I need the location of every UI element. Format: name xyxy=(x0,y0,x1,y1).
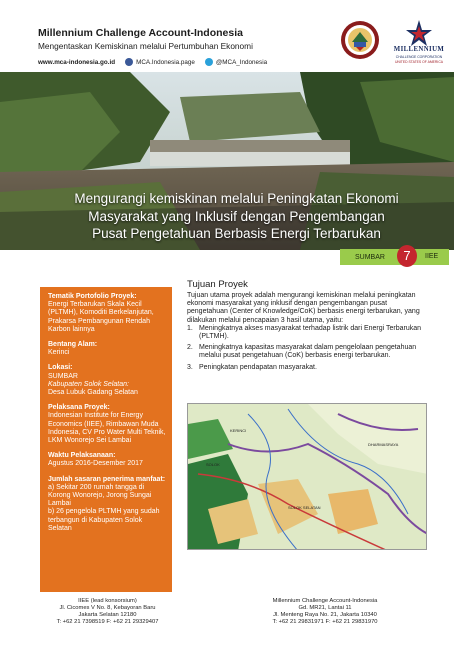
facebook-icon xyxy=(125,58,133,66)
contact-bar xyxy=(38,58,267,66)
tematik-value: Energi Terbarukan Skala Kecil (PLTMH), Komoditi Berkelanjutan, Prakarsa Pembangunan Rendah Karbon lainnya xyxy=(48,301,154,333)
headline xyxy=(24,190,449,243)
headline-line-2: Masyarakat yang Inklusif dengan Pengembangan xyxy=(88,208,385,224)
jumlah-block xyxy=(48,476,166,533)
badge-org: IIEE xyxy=(425,253,439,260)
tujuan-item xyxy=(187,364,427,372)
tujuan-item-text: Peningkatan pendapatan masyarakat. xyxy=(199,363,317,371)
footer-left-line-1: IIEE (lead konsorsium) xyxy=(78,598,137,604)
government-seal-logo xyxy=(340,20,380,60)
lokasi-kabupaten: Kabupaten Solok Selatan: xyxy=(48,380,129,388)
jumlah-a: a) Sekitar 200 rumah tangga di Korong Wonorejo, Jorong Sungai Lambai xyxy=(48,483,152,508)
tujuan-title: Tujuan Proyek xyxy=(187,279,248,290)
website-text: www.mca-indonesia.go.id xyxy=(38,58,116,66)
waktu-block xyxy=(48,452,166,468)
lokasi-label: Lokasi: xyxy=(48,364,73,372)
twitter-icon xyxy=(205,58,213,66)
map-label-kerinci: KERINCI xyxy=(230,428,247,433)
org-title: Millennium Challenge Account-Indonesia xyxy=(38,27,243,39)
footer-right-line-3: Jl. Menteng Raya No. 21, Jakarta 10340 xyxy=(273,612,377,618)
website-link[interactable] xyxy=(38,59,115,66)
map-label-dharmasraya: DHARMASRAYA xyxy=(368,442,399,447)
project-location-map xyxy=(187,403,427,550)
lokasi-desa: Desa Lubuk Gadang Selatan xyxy=(48,389,138,397)
tematik-block xyxy=(48,293,166,334)
region-map xyxy=(188,404,427,550)
header xyxy=(0,0,454,72)
tujuan-item xyxy=(187,325,427,341)
footer-iiee-contact xyxy=(40,598,175,626)
bentang-label: Bentang Alam: xyxy=(48,341,98,349)
facebook-link[interactable] xyxy=(125,58,195,66)
footer-left-line-2: Jl. Cicomes V No. 8, Kebayoran Baru xyxy=(59,605,156,611)
footer-left-line-3: Jakarta Selatan 12180 xyxy=(78,612,137,618)
tematik-label: Tematik Portofolio Proyek: xyxy=(48,293,137,300)
mcc-line2: CHALLENGE CORPORATION xyxy=(395,55,443,59)
project-info-sidebar xyxy=(40,287,172,592)
tujuan-intro: Tujuan utama proyek adalah mengurangi kemiskinan melalui peningkatan ekonomi masyarakat yang inklusif dengan pengembangan pusat pengetahuan (Center of Knowledge/CoK) berbasis energi terbarukan, yang dilakukan melalui pencapaian 3 hasil utama, yaitu: xyxy=(187,292,420,324)
facebook-text: MCA.Indonesia.page xyxy=(136,58,195,66)
bentang-block xyxy=(48,341,166,357)
tujuan-item-text: Meningkatnya kapasitas masyarakat dalam pengelolaan pengetahuan melalui pusat pengetahuan (CoK) berbasis energi terbarukan. xyxy=(199,344,417,360)
jumlah-label: Jumlah sasaran penerima manfaat: xyxy=(48,475,166,483)
waktu-label: Waktu Pelaksanaan: xyxy=(48,452,116,460)
mcc-line3: UNITED STATES OF AMERICA xyxy=(394,60,444,64)
headline-line-1: Mengurangi kemiskinan melalui Peningkatan Ekonomi xyxy=(74,191,399,206)
twitter-link[interactable] xyxy=(205,58,267,66)
tujuan-item xyxy=(187,344,427,360)
pelaksana-block xyxy=(48,404,166,445)
map-label-solok: SOLOK xyxy=(206,462,220,467)
footer-right-line-1: Millennium Challenge Account-Indonesia xyxy=(272,598,378,604)
map-label-solok-selatan: SOLOK SELATAN xyxy=(288,505,321,510)
footer-right-line-4: T: +62 21 29831971 F: +62 21 29831970 xyxy=(272,619,378,625)
pelaksana-value: Indonesian Institute for Energy Economics (IIEE), Rimbawan Muda Indonesia, CV Pro Water Multi Teknik, LKM Wonorejo Sei Lambai xyxy=(48,412,166,445)
pelaksana-label: Pelaksana Proyek: xyxy=(48,404,110,412)
tujuan-list xyxy=(187,325,427,372)
tujuan-item-number: 3. xyxy=(187,363,193,371)
headline-line-3: Pusat Pengetahuan Berbasis Energi Terbarukan xyxy=(92,226,381,241)
lokasi-province: SUMBAR xyxy=(48,372,78,380)
bentang-value: Kerinci xyxy=(48,349,70,357)
tujuan-item-text: Meningkatnya akses masyarakat terhadap listrik dari Energi Terbarukan (PLTMH). xyxy=(199,324,422,341)
tujuan-item-number: 2. xyxy=(187,344,193,352)
jumlah-b: b) 26 pengelola PLTMH yang sudah terbangun di Kabupaten Solok Selatan xyxy=(48,508,160,532)
footer-left-line-4: T: +62 21 7398519 F: +62 21 29329407 xyxy=(56,619,159,625)
tujuan-body xyxy=(187,292,427,372)
region-label: SUMBAR xyxy=(355,253,385,261)
footer-mca-contact xyxy=(240,598,410,626)
lokasi-block xyxy=(48,364,166,397)
twitter-text: @MCA_Indonesia xyxy=(215,58,268,66)
org-subtitle: Mengentaskan Kemiskinan melalui Pertumbuhan Ekonomi xyxy=(38,41,253,51)
project-number: 7 xyxy=(397,245,417,267)
waktu-value: Agustus 2016-Desember 2017 xyxy=(48,460,143,468)
footer-right-line-2: Gd. MR21, Lantai 11 xyxy=(298,605,352,611)
mcc-name: MILLENNIUM xyxy=(393,46,445,53)
tujuan-item-number: 1. xyxy=(187,324,193,332)
